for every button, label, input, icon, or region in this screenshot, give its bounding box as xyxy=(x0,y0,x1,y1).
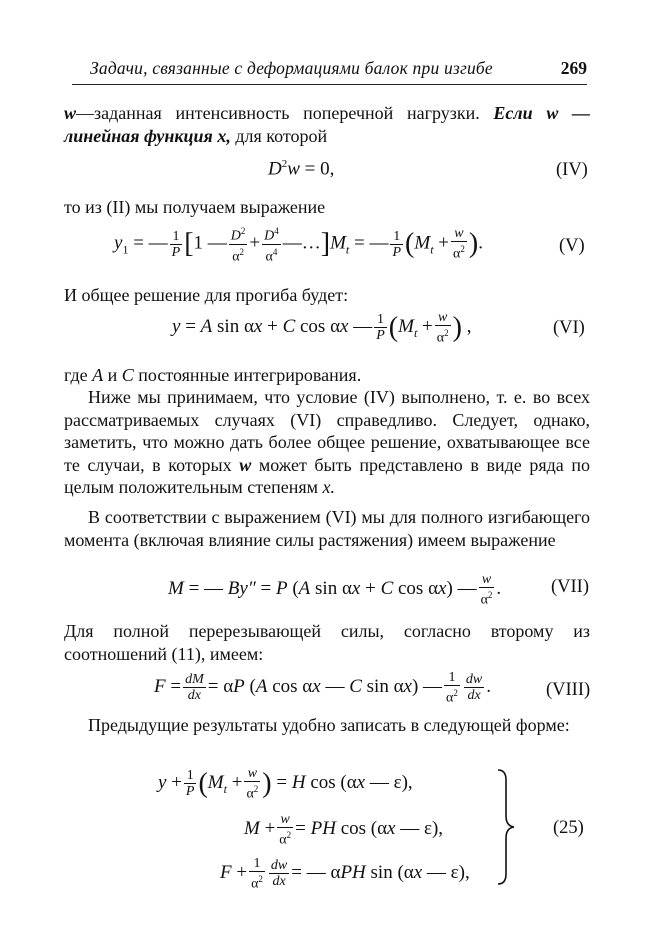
paragraph-1 xyxy=(64,102,590,147)
equation-v-tag: (V) xyxy=(559,236,585,256)
right-brace xyxy=(496,768,518,886)
page-number: 269 xyxy=(560,58,587,78)
equation-vi: y = A sin αx + C cos αx — $\frac{1}{P}$ ($M_t$ + $\frac{w}{\alpha^2}$ ) , xyxy=(172,310,472,346)
paragraph-3: И общее решение для прогиба будет: xyxy=(64,285,349,305)
paragraph-4 xyxy=(64,364,590,387)
text-p8: Предыдущие результаты удобно записать в следующей форме: xyxy=(88,715,570,735)
text-p4-c: и xyxy=(107,365,118,385)
text-p6: В соответствии с выражением (VI) мы для полного изгибающего момента (включая влияние силы растяжения) имеем выражение xyxy=(64,507,590,550)
system-tag: (25) xyxy=(553,818,584,838)
equation-vi-tag: (VI) xyxy=(553,318,585,338)
text-p1-c: Если w — xyxy=(493,103,591,123)
equation-iv-tag: (IV) xyxy=(556,160,588,180)
equation-v: $y_1$ = — $\frac{1}{P}$ [1 — $\frac{D^2}{\alpha^2}$ + $\frac{D^4}{\alpha^4}$ $—\dots]M_t$ = — $\frac{1}{P}$ ($M_t$ + $\frac{w}{\alpha^2}$ ). xyxy=(114,226,483,265)
text-p4-d: C xyxy=(121,365,134,385)
text-p4-e: постоянные интегрирования. xyxy=(138,365,362,385)
system-line-3: F + $\frac{1}{\alpha^2}$ $\frac{dw}{dx}$ = — αPH sin (αx — ε), xyxy=(220,856,470,892)
equation-vii-tag: (VII) xyxy=(551,577,590,597)
equation-viii: F = $\frac{dM}{dx}$ = αP (A cos αx — C sin αx) — $\frac{1}{\alpha^2}$ $\frac{dw}{dx}$ . xyxy=(154,670,491,706)
text-p5-a: Ниже мы принимаем, что условие (IV) выполнено, т. е. во всех рассматриваемых случаях (VI) справедливо. Следует, однако, заметить, что можно дать более общее решение, охватывающее все те случаи, в которых xyxy=(64,387,590,475)
header-rule xyxy=(72,84,587,85)
system-line-1: y + $\frac{1}{P}$ ($M_t$ + $\frac{w}{\alpha^2}$ ) = H cos (αx — ε), xyxy=(158,766,413,802)
equation-vii: M = — By″ = P (A sin αx + C cos αx) — $\frac{w}{\alpha^2}$ . xyxy=(168,572,502,608)
equation-viii-tag: (VIII) xyxy=(546,680,591,700)
text-p4-b: A xyxy=(92,365,104,385)
paragraph-5 xyxy=(64,386,590,499)
text-p1-b: —заданная интенсивность поперечной нагрузки. xyxy=(76,103,480,123)
paragraph-7: Для полной перерезывающей силы, согласно второму из соотношений (11), имеем: xyxy=(64,621,590,664)
paragraph-6 xyxy=(64,506,590,551)
text-p1-d: линейная функция x, xyxy=(64,125,231,146)
running-title: Задачи, связанные с деформациями балок при изгибе xyxy=(90,58,493,78)
text-p5-d: x. xyxy=(322,477,336,498)
text-p5-b: w xyxy=(239,454,252,475)
paragraph-2: то из (II) мы получаем выражение xyxy=(64,197,326,217)
system-line-2: M + $\frac{w}{\alpha^2}$ = PH cos (αx — ε), xyxy=(244,812,444,848)
text-p5-c: может быть представлено в виде ряда по целым положительным степеням xyxy=(64,454,591,498)
equation-iv: $D^2w = 0$, xyxy=(268,158,335,180)
text-w: w xyxy=(64,103,77,123)
text-p4-a: где xyxy=(64,365,88,385)
paragraph-8 xyxy=(64,714,590,737)
text-p1-e: для которой xyxy=(235,125,328,146)
